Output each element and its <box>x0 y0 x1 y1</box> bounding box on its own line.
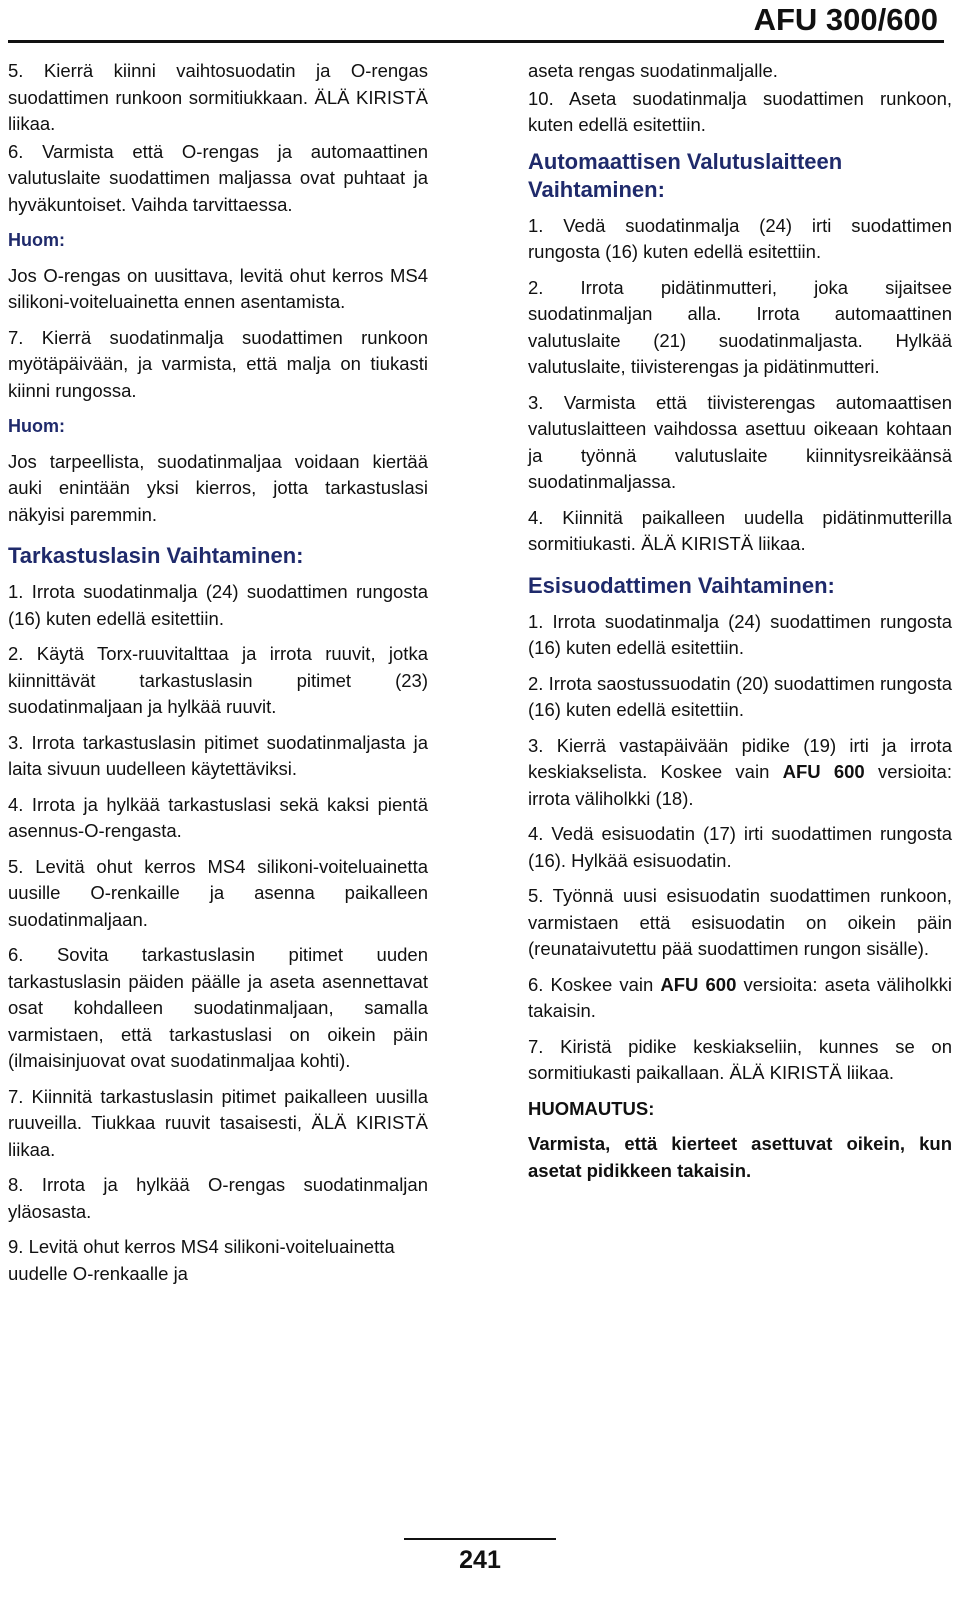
list-item: 2. Irrota saostussuodatin (20) suodattimen rungosta (16) kuten edellä esitettiin. <box>528 672 952 720</box>
step-text: versioita: irrota väliholkki (18). <box>528 761 952 809</box>
list-item <box>528 733 952 813</box>
note-text: Jos tarpeellista, suodatinmaljaa voidaan kiertää auki enintään yksi kierros, jotta tarkastuslasi näkyisi paremmin. <box>8 450 428 525</box>
list-item: 1. Irrota suodatinmalja (24) suodattimen rungosta (16) kuten edellä esitettiin. <box>8 581 428 629</box>
step-text: 6. Koskee vain <box>528 973 661 995</box>
step-text: versioita: aseta väliholkki takaisin. <box>528 973 953 1021</box>
list-item: 5. Levitä ohut kerros MS4 silikoni-voiteluainetta uusille O-renkaille ja asenna paikalleen suodatinmaljaan. <box>8 855 428 930</box>
list-item <box>528 972 952 1025</box>
list-item: 2. Käytä Torx-ruuvitalttaa ja irrota ruuvit, jotka kiinnittävät tarkastuslasin pitimet (23) suodatinmaljaan ja hylkää ruuvit. <box>8 643 428 717</box>
list-item: 3. Varmista että tiivisterengas automaattisen valutuslaitteen vaihdossa asettuu oikeaan kohtaan ja työnnä valutuslaite kiinnitysreikäänsä suodatinmaljassa. <box>528 391 952 492</box>
model-number: 600 <box>833 761 865 782</box>
list-item: 7. Kiinnitä tarkastuslasin pitimet paikalleen uusilla ruuveilla. Tiukkaa ruuvit tasaisesti, ÄLÄ KIRISTÄ liikaa. <box>8 1085 428 1160</box>
continued-text: aseta rengas suodatinmaljalle. <box>528 60 778 81</box>
step-10: 10. Aseta suodatinmalja suodattimen runkoon, kuten edellä esitettiin. <box>528 87 952 135</box>
right-column <box>528 58 952 1193</box>
note-label: Huom: <box>8 416 65 436</box>
list-item: 1. Vedä suodatinmalja (24) irti suodattimen rungosta (16) kuten edellä esitettiin. <box>528 214 952 262</box>
header-rule <box>8 40 944 43</box>
list-item: 5. Työnnä uusi esisuodatin suodattimen runkoon, varmistaen että esisuodatin on oikein päin (reunataivutettu pää suodattimen rungon sisälle). <box>528 885 952 959</box>
footer-rule <box>404 1538 556 1540</box>
section-heading-prefilter: Esisuodattimen Vaihtaminen: <box>528 572 835 598</box>
note-label: Huom: <box>8 230 65 250</box>
section-heading-sight-glass: Tarkastuslasin Vaihtaminen: <box>8 543 304 568</box>
model-name: AFU <box>782 761 821 782</box>
list-item: 4. Irrota ja hylkää tarkastuslasi sekä kaksi pientä asennus-O-rengasta. <box>8 793 428 841</box>
step-6: 6. Varmista että O-rengas ja automaattinen valutuslaite suodattimen maljassa ovat puhtaat ja hyväkuntoiset. Vaihda tarvittaessa. <box>8 140 428 215</box>
left-column <box>8 58 428 1296</box>
model-name: AFU 600 <box>660 973 737 995</box>
document-title: AFU 300/600 <box>753 2 938 37</box>
section-heading-auto-drain: Automaattisen Valutuslaitteen Vaihtaminen: <box>528 148 843 202</box>
step-7: 7. Kierrä suodatinmalja suodattimen runkoon myötäpäivään, ja varmista, että malja on tiukasti kiinni rungossa. <box>8 326 428 401</box>
page-number: 241 <box>459 1546 501 1574</box>
list-item: 3. Irrota tarkastuslasin pitimet suodatinmaljasta ja laita sivuun uudelleen käytettäviksi. <box>8 731 428 779</box>
list-item: 8. Irrota ja hylkää O-rengas suodatinmaljan yläosasta. <box>8 1174 428 1222</box>
list-item: 4. Kiinnitä paikalleen uudella pidätinmutterilla sormitiukasti. ÄLÄ KIRISTÄ liikaa. <box>528 506 952 554</box>
list-item: 7. Kiristä pidike keskiakseliin, kunnes se on sormitiukasti paikallaan. ÄLÄ KIRISTÄ liikaa. <box>528 1035 952 1083</box>
list-item: 4. Vedä esisuodatin (17) irti suodattimen rungosta (16). Hylkää esisuodatin. <box>528 823 952 871</box>
list-item: 9. Levitä ohut kerros MS4 silikoni-voiteluainetta uudelle O-renkaalle ja <box>8 1236 395 1284</box>
alert-label: HUOMAUTUS: <box>528 1097 655 1119</box>
note-text: Jos O-rengas on uusittava, levitä ohut kerros MS4 silikoni-voiteluainetta ennen asentamista. <box>8 264 428 312</box>
list-item: 2. Irrota pidätinmutteri, joka sijaitsee suodatinmaljan alla. Irrota automaattinen valutuslaite (21) suodatinmaljasta. Hylkää valutuslaite, tiivisterengas ja pidätinmutteri. <box>528 276 952 377</box>
list-item: 6. Sovita tarkastuslasin pitimet uuden tarkastuslasin päiden päälle ja aseta asennettavat osat kohdalleen suodatinmaljaan, samalla varmistaen, että tarkastuslasi on oikein päin (ilmaisinjuovat ovat suodatinmaljaa kohti). <box>8 944 428 1071</box>
list-item: 1. Irrota suodatinmalja (24) suodattimen rungosta (16) kuten edellä esitettiin. <box>528 610 952 658</box>
alert-text: Varmista, että kierteet asettuvat oikein, kun asetat pidikkeen takaisin. <box>528 1133 952 1181</box>
step-text: 3. Kierrä vastapäivään pidike (19) irti ja irrota keskiakselista. Koskee vain <box>528 734 952 782</box>
step-5: 5. Kierrä kiinni vaihtosuodatin ja O-rengas suodattimen runkoon sormitiukkaan. ÄLÄ KIRISTÄ liikaa. <box>8 60 428 134</box>
